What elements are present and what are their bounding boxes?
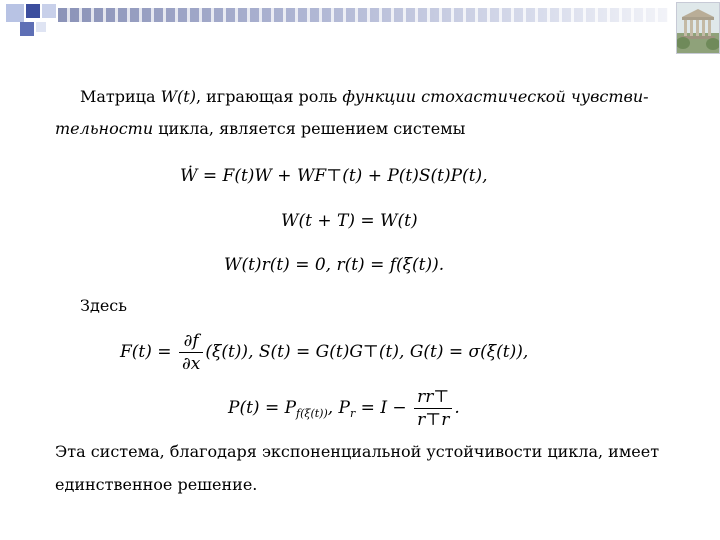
final-line-1 [55,441,659,463]
italic-term: функции стохастической чувстви- [342,87,649,106]
fraction [414,386,452,431]
equation-text: W(t)r(t) = 0, r(t) = f(ξ(t)). [224,255,445,275]
paragraph-line-1 [80,86,649,108]
equation-text: (ξ(t)), S(t) = G(t)G⊤(t), G(t) = σ(ξ(t)), [205,342,529,362]
equation-text: . [454,398,460,418]
paragraph-line-2 [55,118,465,140]
equation-text: Ẇ = F(t)W + WF⊤(t) + P(t)S(t)P(t), [180,166,488,186]
equation-2 [281,209,418,233]
equation-text: P(t) = P [228,398,297,418]
text-run: Матрица [80,87,156,106]
italic-term: тельности [55,119,154,138]
fraction-numerator: rr⊤ [414,386,452,409]
zdes-label [80,295,127,317]
equation-1 [180,164,488,188]
text-run: цикла, является решением системы [158,119,466,138]
fraction-numerator: ∂f [179,330,203,353]
final-line-2 [55,474,257,496]
equation-5 [228,386,460,431]
math-inline: W(t) [160,87,196,106]
fraction-denominator: r⊤r [417,410,450,430]
text-run: Эта система, благодаря экспоненциальной устойчивости цикла, имеет [55,442,660,461]
fraction-denominator: ∂x [181,354,201,374]
fraction [179,330,203,375]
equation-text: , P [327,398,350,418]
equation-text: = I − [355,398,407,418]
text-run: Здесь [80,296,127,315]
equation-4 [120,330,528,375]
equation-text: W(t + T) = W(t) [281,211,418,231]
subscript: r [350,407,356,420]
equation-3 [224,253,444,277]
subscript: f(ξ(t)) [296,407,328,420]
text-run: , играющая роль [195,87,338,106]
equation-text: F(t) = [120,342,172,362]
text-run: единственное решение. [55,475,258,494]
